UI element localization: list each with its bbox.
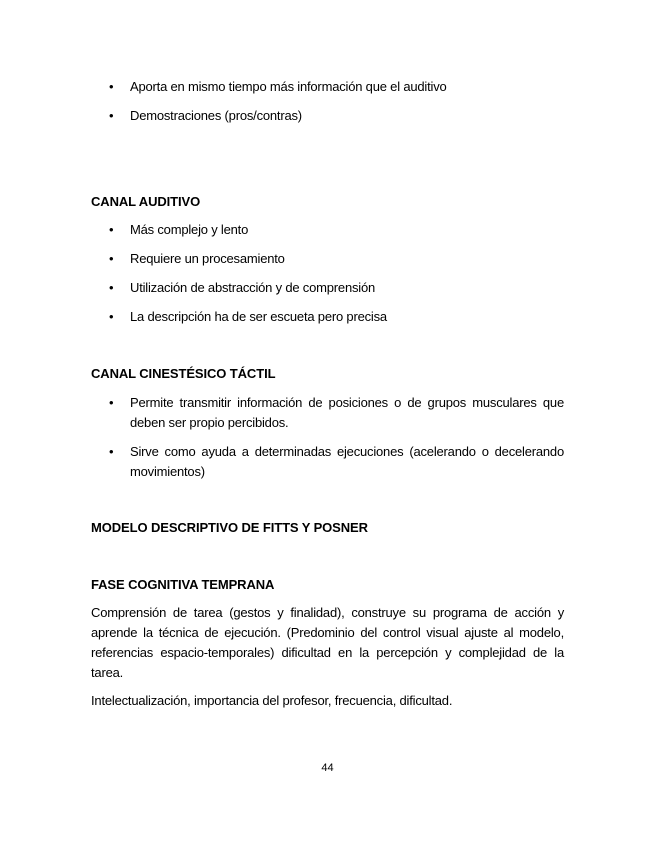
list-item: La descripción ha de ser escueta pero precisa <box>130 309 387 324</box>
bullet-icon: • <box>109 309 114 324</box>
section-heading-modelo: MODELO DESCRIPTIVO DE FITTS Y POSNER <box>91 520 368 535</box>
list-item: Utilización de abstracción y de comprensión <box>130 280 376 295</box>
section-heading-auditivo: CANAL AUDITIVO <box>91 194 201 209</box>
list-item: Requiere un procesamiento <box>130 251 285 266</box>
bullet-icon: • <box>109 222 114 237</box>
list-item: Sirve como ayuda a determinadas ejecuciones (acelerando o decelerando movimientos) <box>130 444 564 479</box>
section-heading-cinestesico: CANAL CINESTÉSICO TÁCTIL <box>91 366 276 381</box>
bullet-icon: • <box>109 280 114 295</box>
list-item: Permite transmitir información de posiciones o de grupos musculares que deben ser propio percibidos. <box>130 395 564 430</box>
list-item: Aporta en mismo tiempo más información que el auditivo <box>130 79 447 94</box>
bullet-icon: • <box>109 444 114 459</box>
section-heading-fase: FASE COGNITIVA TEMPRANA <box>91 577 275 592</box>
paragraph: Intelectualización, importancia del profesor, frecuencia, dificultad. <box>91 693 453 708</box>
bullet-icon: • <box>109 108 114 123</box>
list-item: Demostraciones (pros/contras) <box>130 108 302 123</box>
paragraph: Comprensión de tarea (gestos y finalidad), construye su programa de acción y aprende la técnica de ejecución. (Predominio del control visual ajuste al modelo, referencias espacio-temporales) dificultad en la percepción y complejidad de la tarea. <box>91 605 564 680</box>
bullet-icon: • <box>109 395 114 410</box>
list-item: Más complejo y lento <box>130 222 249 237</box>
bullet-icon: • <box>109 79 114 94</box>
bullet-icon: • <box>109 251 114 266</box>
page-number: 44 <box>321 762 334 774</box>
